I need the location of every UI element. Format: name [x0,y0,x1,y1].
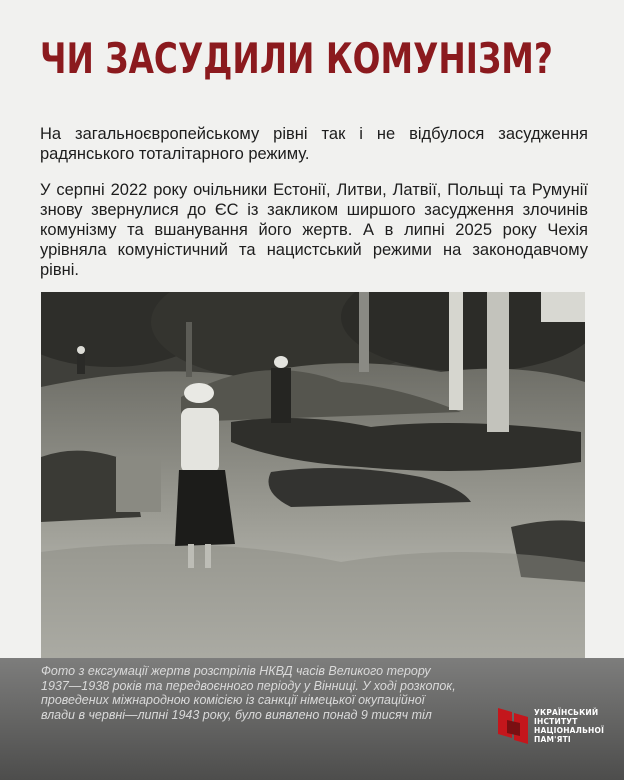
intro-paragraph: На загальноєвропейському рівні так і не відбулося засудження радянського тоталітарного режиму. [40,125,588,163]
logo-line: ПАМ'ЯТІ [534,735,571,744]
institute-logo [498,708,604,744]
institute-name [534,708,604,744]
page-title: ЧИ ЗАСУДИЛИ КОМУНІЗМ? [40,34,553,83]
logo-line: ІНСТИТУТ [534,717,578,726]
historical-photo [41,292,585,658]
logo-line: НАЦІОНАЛЬНОЇ [534,726,605,735]
photo-caption: Фото з ексгумації жертв розстрілів НКВД часів Великого терору 1937—1938 років та передвоєнного періоду у Вінниці. У ході розкопок, проведених міжнародною комісією із санкції німецької окупаційної влади в червні—липні 1943 року, було виявлено понад 9 тисяч тіл [41,664,456,722]
body-paragraph: У серпні 2022 року очільники Естонії, Литви, Латвії, Польщі та Румунії знову звернулися до ЄС із закликом ширшого засудження злочинів комунізму та вшанування його жертв. А в липні 2025 року Чехія урівняла комуністичний та нацистський режими на законодавчому рівні. [40,181,588,279]
uinp-logo-icon [498,708,528,744]
exhumation-photo-illustration [41,292,585,658]
logo-line: УКРАЇНСЬКИЙ [534,708,599,717]
